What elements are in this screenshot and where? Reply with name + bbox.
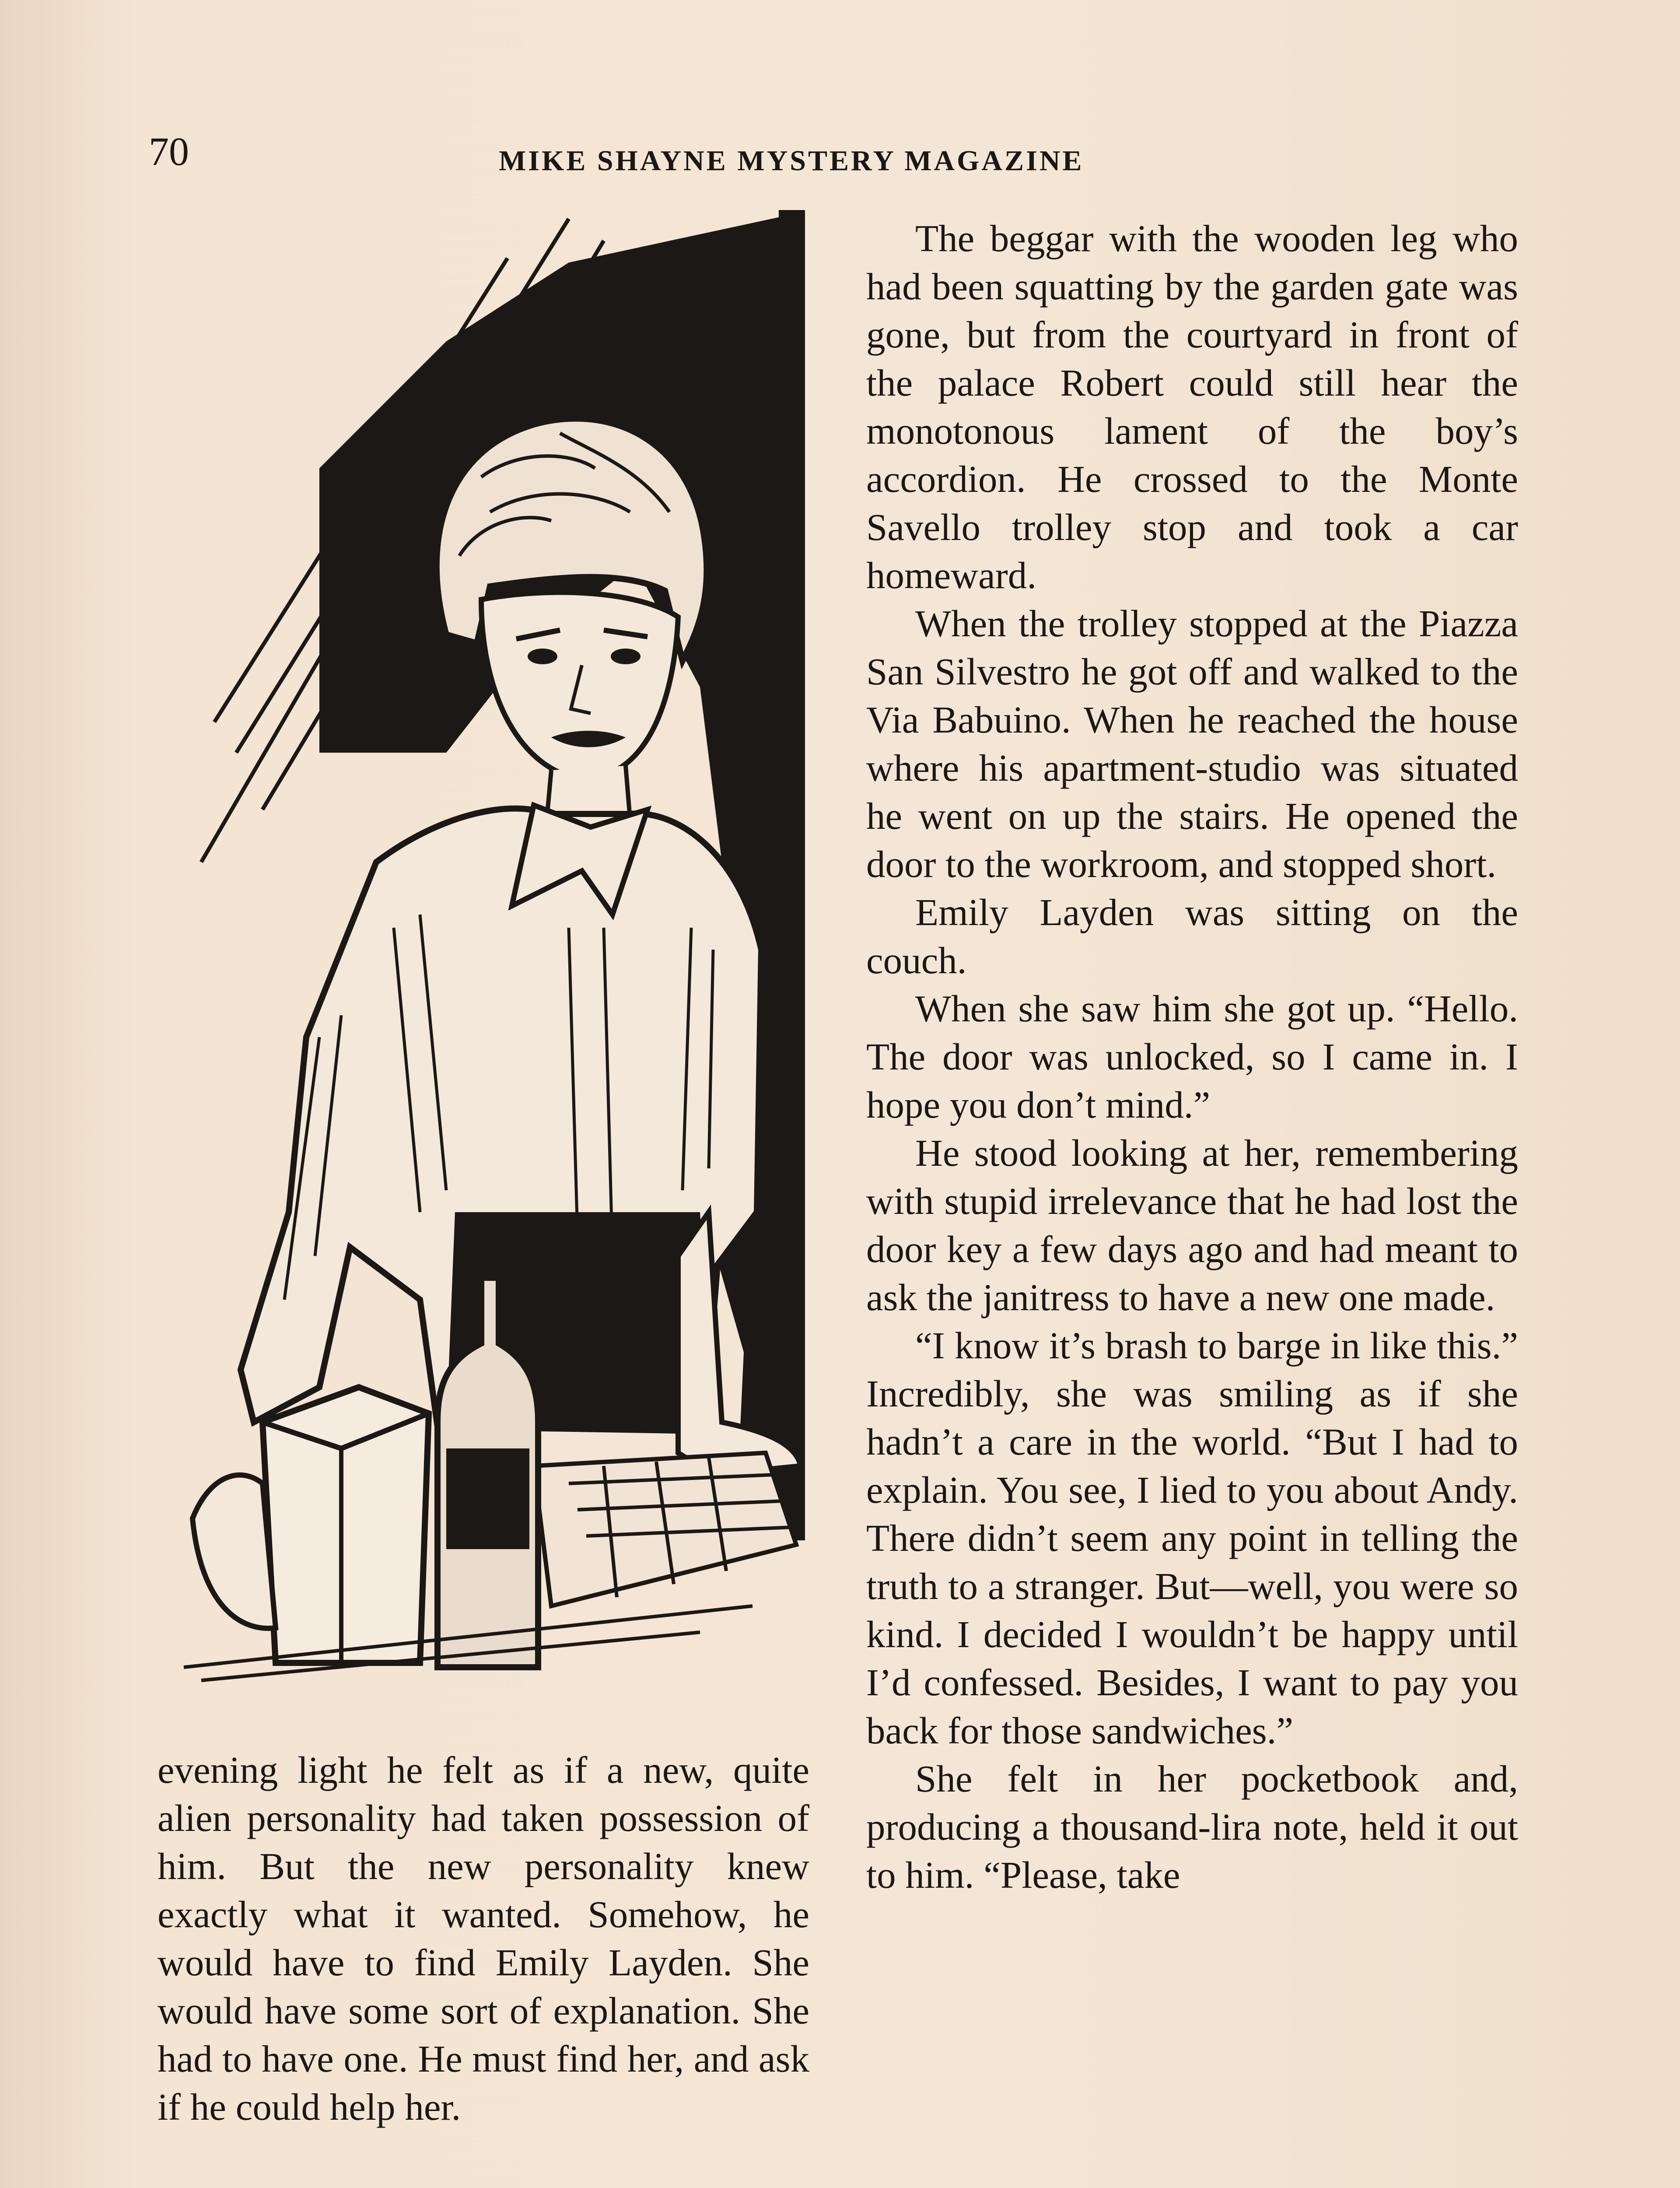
paragraph: When she saw him she got up. “Hello. The door was unlocked, so I came in. I hope you don’t mind.”	[866, 987, 1518, 1126]
page-number: 70	[149, 129, 189, 174]
paragraph: “I know it’s brash to barge in like this.” Incredibly, she was smiling as if she hadn’t a care in the world. “But I had to explain. You see, I lied to you about Andy. There didn’t seem any point in telling the truth to a stranger. But—well, you were so kind. I decided I wouldn’t be happy until I’d confessed. Besides, I want to pay you back for those sandwiches.”	[866, 1324, 1518, 1752]
running-head: MIKE SHAYNE MYSTERY MAGAZINE	[499, 145, 1084, 177]
paragraph: He stood looking at her, remembering with stupid irrelevance that he had lost the door key a few days ago and had meant to ask the janitress to have a new one made.	[866, 1132, 1518, 1318]
paragraph: Emily Layden was sitting on the couch.	[866, 891, 1518, 982]
woman-in-doorway-illustration	[175, 206, 818, 1685]
paragraph: She felt in her pocketbook and, producing a thousand-lira note, held it out to him. “Please, take	[866, 1757, 1518, 1896]
paragraph: The beggar with the wooden leg who had been squatting by the garden gate was gone, but from the courtyard in front of the palace Robert could still hear the monotonous lament of the boy’s accordion. He crossed to the Monte Savello trolley stop and took a car homeward.	[866, 217, 1518, 596]
right-text-column	[866, 214, 1518, 1899]
left-text-column	[158, 1746, 809, 2131]
paragraph: When the trolley stopped at the Piazza San Silvestro he got off and walked to the Via Babuino. When he reached the house where his apartment-studio was situated he went on up the stairs. He opened the door to the workroom, and stopped short.	[866, 602, 1518, 885]
paragraph: evening light he felt as if a new, quite alien personality had taken possession of him. But the new personality knew exactly what it wanted. Somehow, he would have to find Emily Layden. She would have some sort of explanation. She had to have one. He must find her, and ask if he could help her.	[158, 1749, 809, 2128]
